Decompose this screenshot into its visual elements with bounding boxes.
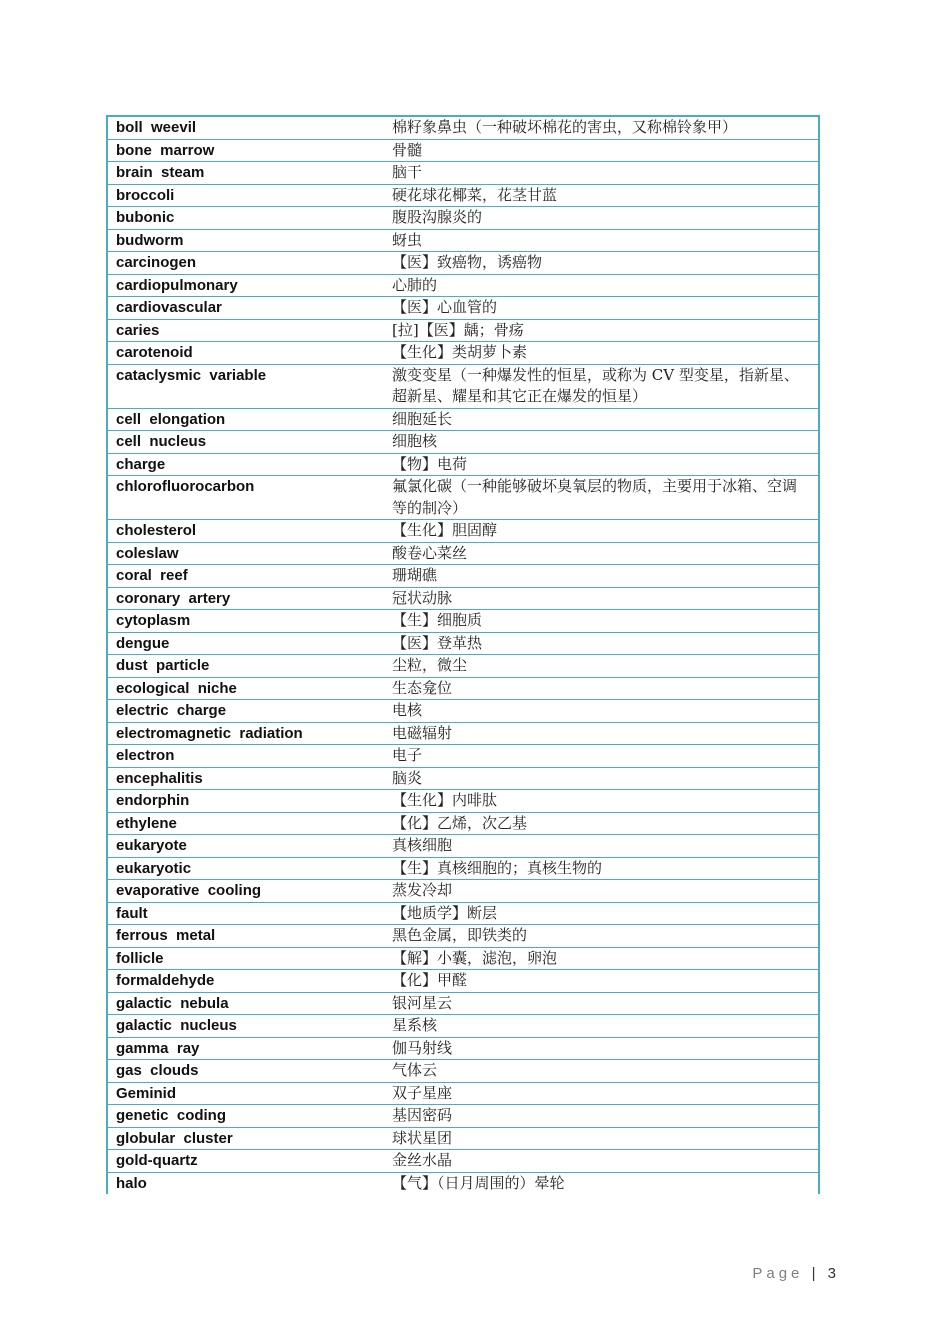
- definition-cell: 【生】细胞质: [392, 611, 483, 629]
- table-row: [106, 610, 820, 633]
- vocabulary-table: [106, 115, 820, 1194]
- definition-cell: 【化】甲醛: [392, 971, 468, 989]
- table-row: [106, 970, 820, 993]
- table-row: [106, 342, 820, 365]
- definition-cell: 酸卷心菜丝: [392, 543, 468, 562]
- table-row: [106, 162, 820, 185]
- term-cell: ecological niche: [116, 679, 237, 697]
- term-cell: cardiopulmonary: [116, 276, 238, 294]
- definition-cell: 【生化】胆固醇: [392, 521, 498, 539]
- term-cell: carotenoid: [116, 344, 193, 361]
- term-cell: fault: [116, 904, 148, 922]
- term-cell: formaldehyde: [116, 972, 215, 989]
- table-row: [106, 790, 820, 813]
- table-row: [106, 1015, 820, 1038]
- term-cell: dengue: [116, 634, 170, 652]
- term-cell: gas clouds: [116, 1062, 199, 1079]
- term-cell: boll weevil: [116, 119, 197, 136]
- term-cell: genetic coding: [116, 1107, 227, 1124]
- definition-cell: 黑色金属，即铁类的: [392, 926, 528, 944]
- table-row: [106, 1038, 820, 1061]
- term-cell: ethylene: [116, 814, 177, 832]
- definition-cell: 氟氯化碳（一种能够破坏臭氧层的物质，主要用于冰箱、空调等的制冷）: [392, 477, 798, 517]
- term-cell: coronary artery: [116, 589, 231, 607]
- table-row: [106, 520, 820, 543]
- definition-cell: 细胞延长: [392, 409, 453, 428]
- term-cell: gold-quartz: [116, 1152, 198, 1169]
- definition-cell: 蚜虫: [392, 230, 423, 249]
- table-row: [106, 207, 820, 230]
- term-cell: endorphin: [116, 792, 190, 809]
- table-row: [106, 275, 820, 298]
- definition-cell: 脑炎: [392, 768, 423, 787]
- term-cell: budworm: [116, 231, 184, 249]
- table-row: [106, 185, 820, 208]
- term-cell: ferrous metal: [116, 927, 216, 944]
- definition-cell: 【医】心血管的: [392, 298, 498, 316]
- table-row: [106, 409, 820, 432]
- table-row: [106, 723, 820, 746]
- term-cell: follicle: [116, 949, 164, 967]
- definition-cell: 【物】电荷: [392, 454, 468, 473]
- page-label: Page: [752, 1265, 804, 1282]
- table-row: [106, 1105, 820, 1128]
- term-cell: caries: [116, 321, 160, 339]
- table-row: [106, 768, 820, 791]
- definition-cell: 双子星座: [392, 1083, 453, 1102]
- table-row: [106, 655, 820, 678]
- term-cell: brain steam: [116, 164, 205, 181]
- term-cell: galactic nebula: [116, 994, 229, 1012]
- table-row: [106, 813, 820, 836]
- term-cell: bone marrow: [116, 141, 215, 159]
- term-cell: halo: [116, 1174, 147, 1192]
- table-row: [106, 1150, 820, 1173]
- footer-separator: |: [811, 1265, 816, 1282]
- definition-cell: 冠状动脉: [392, 588, 453, 607]
- table-row: [106, 903, 820, 926]
- table-row: [106, 543, 820, 566]
- table-row: [106, 633, 820, 656]
- definition-cell: 心肺的: [392, 275, 438, 294]
- term-cell: cell nucleus: [116, 433, 207, 450]
- definition-cell: 银河星云: [392, 993, 453, 1012]
- definition-cell: 【医】致癌物，诱癌物: [392, 253, 543, 271]
- table-row: [106, 745, 820, 768]
- table-row: [106, 993, 820, 1016]
- term-cell: coleslaw: [116, 544, 179, 562]
- term-cell: electron: [116, 747, 175, 764]
- term-cell: coral reef: [116, 567, 188, 584]
- definition-cell: 金丝水晶: [392, 1151, 453, 1169]
- definition-cell: 蒸发冷却: [392, 881, 453, 899]
- definition-cell: 球状星团: [392, 1128, 453, 1147]
- definition-cell: 珊瑚礁: [392, 566, 438, 584]
- definition-cell: 棉籽象鼻虫（一种破坏棉花的害虫，又称棉铃象甲）: [392, 118, 738, 136]
- table-row: [106, 140, 820, 163]
- table-row: [106, 835, 820, 858]
- table-row: [106, 700, 820, 723]
- definition-cell: 【化】乙烯，次乙基: [392, 813, 528, 832]
- term-cell: evaporative cooling: [116, 882, 262, 899]
- definition-cell: 【生化】类胡萝卜素: [392, 343, 528, 361]
- table-row: [106, 476, 820, 520]
- definition-cell: 【医】登革热: [392, 633, 483, 652]
- term-cell: cytoplasm: [116, 612, 191, 629]
- definition-cell: 电磁辐射: [392, 723, 453, 742]
- table-row: [106, 948, 820, 971]
- term-cell: electric charge: [116, 702, 227, 719]
- term-cell: globular cluster: [116, 1129, 233, 1147]
- definition-cell: 电子: [392, 746, 423, 764]
- table-row: [106, 1060, 820, 1083]
- table-row: [106, 925, 820, 948]
- term-cell: cardiovascular: [116, 299, 222, 316]
- table-row: [106, 1128, 820, 1151]
- term-cell: chlorofluorocarbon: [116, 478, 255, 495]
- definition-cell: 【气】（日月周围的）晕轮: [392, 1173, 565, 1192]
- term-cell: eukaryotic: [116, 859, 192, 877]
- term-cell: cell elongation: [116, 410, 226, 428]
- definition-cell: 气体云: [392, 1061, 438, 1079]
- definition-cell: 【生】真核细胞的；真核生物的: [392, 858, 603, 877]
- term-cell: bubonic: [116, 209, 175, 226]
- table-row: [106, 454, 820, 477]
- page-footer: [752, 1265, 836, 1282]
- term-cell: charge: [116, 455, 166, 473]
- term-cell: Geminid: [116, 1084, 177, 1102]
- term-cell: electromagnetic radiation: [116, 724, 303, 742]
- definition-cell: 腹股沟腺炎的: [392, 208, 483, 226]
- definition-cell: 伽马射线: [392, 1038, 453, 1057]
- table-row: [106, 880, 820, 903]
- definition-cell: 生态龛位: [392, 678, 453, 697]
- table-row: [106, 1083, 820, 1106]
- table-row: [106, 320, 820, 343]
- table-row: [106, 297, 820, 320]
- table-row: [106, 230, 820, 253]
- definition-cell: 尘粒，微尘: [392, 656, 468, 674]
- definition-cell: 星系核: [392, 1016, 438, 1034]
- table-row: [106, 588, 820, 611]
- definition-cell: 骨髓: [392, 140, 423, 159]
- definition-cell: 【生化】内啡肽: [392, 791, 498, 809]
- term-cell: galactic nucleus: [116, 1017, 237, 1034]
- table-row: [106, 1173, 820, 1195]
- term-cell: cholesterol: [116, 522, 197, 539]
- definition-cell: 硬花球花椰菜，花茎甘蓝: [392, 185, 558, 204]
- table-row: [106, 365, 820, 409]
- term-cell: cataclysmic variable: [116, 366, 267, 384]
- term-cell: dust particle: [116, 657, 210, 674]
- table-row: [106, 431, 820, 454]
- definition-cell: 【解】小囊，滤泡，卵泡: [392, 948, 558, 967]
- table-row: [106, 858, 820, 881]
- definition-cell: 电核: [392, 701, 423, 719]
- page-number: 3: [827, 1265, 836, 1282]
- table-row: [106, 117, 820, 140]
- term-cell: encephalitis: [116, 769, 203, 787]
- table-row: [106, 252, 820, 275]
- definition-cell: 脑干: [392, 163, 423, 181]
- term-cell: broccoli: [116, 186, 175, 204]
- definition-cell: 【地质学】断层: [392, 903, 498, 922]
- term-cell: gamma ray: [116, 1039, 200, 1057]
- definition-cell: 细胞核: [392, 432, 438, 450]
- definition-cell: 基因密码: [392, 1106, 453, 1124]
- term-cell: eukaryote: [116, 837, 187, 854]
- table-row: [106, 565, 820, 588]
- term-cell: carcinogen: [116, 254, 197, 271]
- table-row: [106, 678, 820, 701]
- definition-cell: 激变变星（一种爆发性的恒星，或称为 CV 型变星，指新星、超新星、耀星和其它正在爆发的恒星）: [392, 365, 799, 405]
- definition-cell: [拉]【医】龋；骨疡: [392, 320, 524, 339]
- definition-cell: 真核细胞: [392, 836, 453, 854]
